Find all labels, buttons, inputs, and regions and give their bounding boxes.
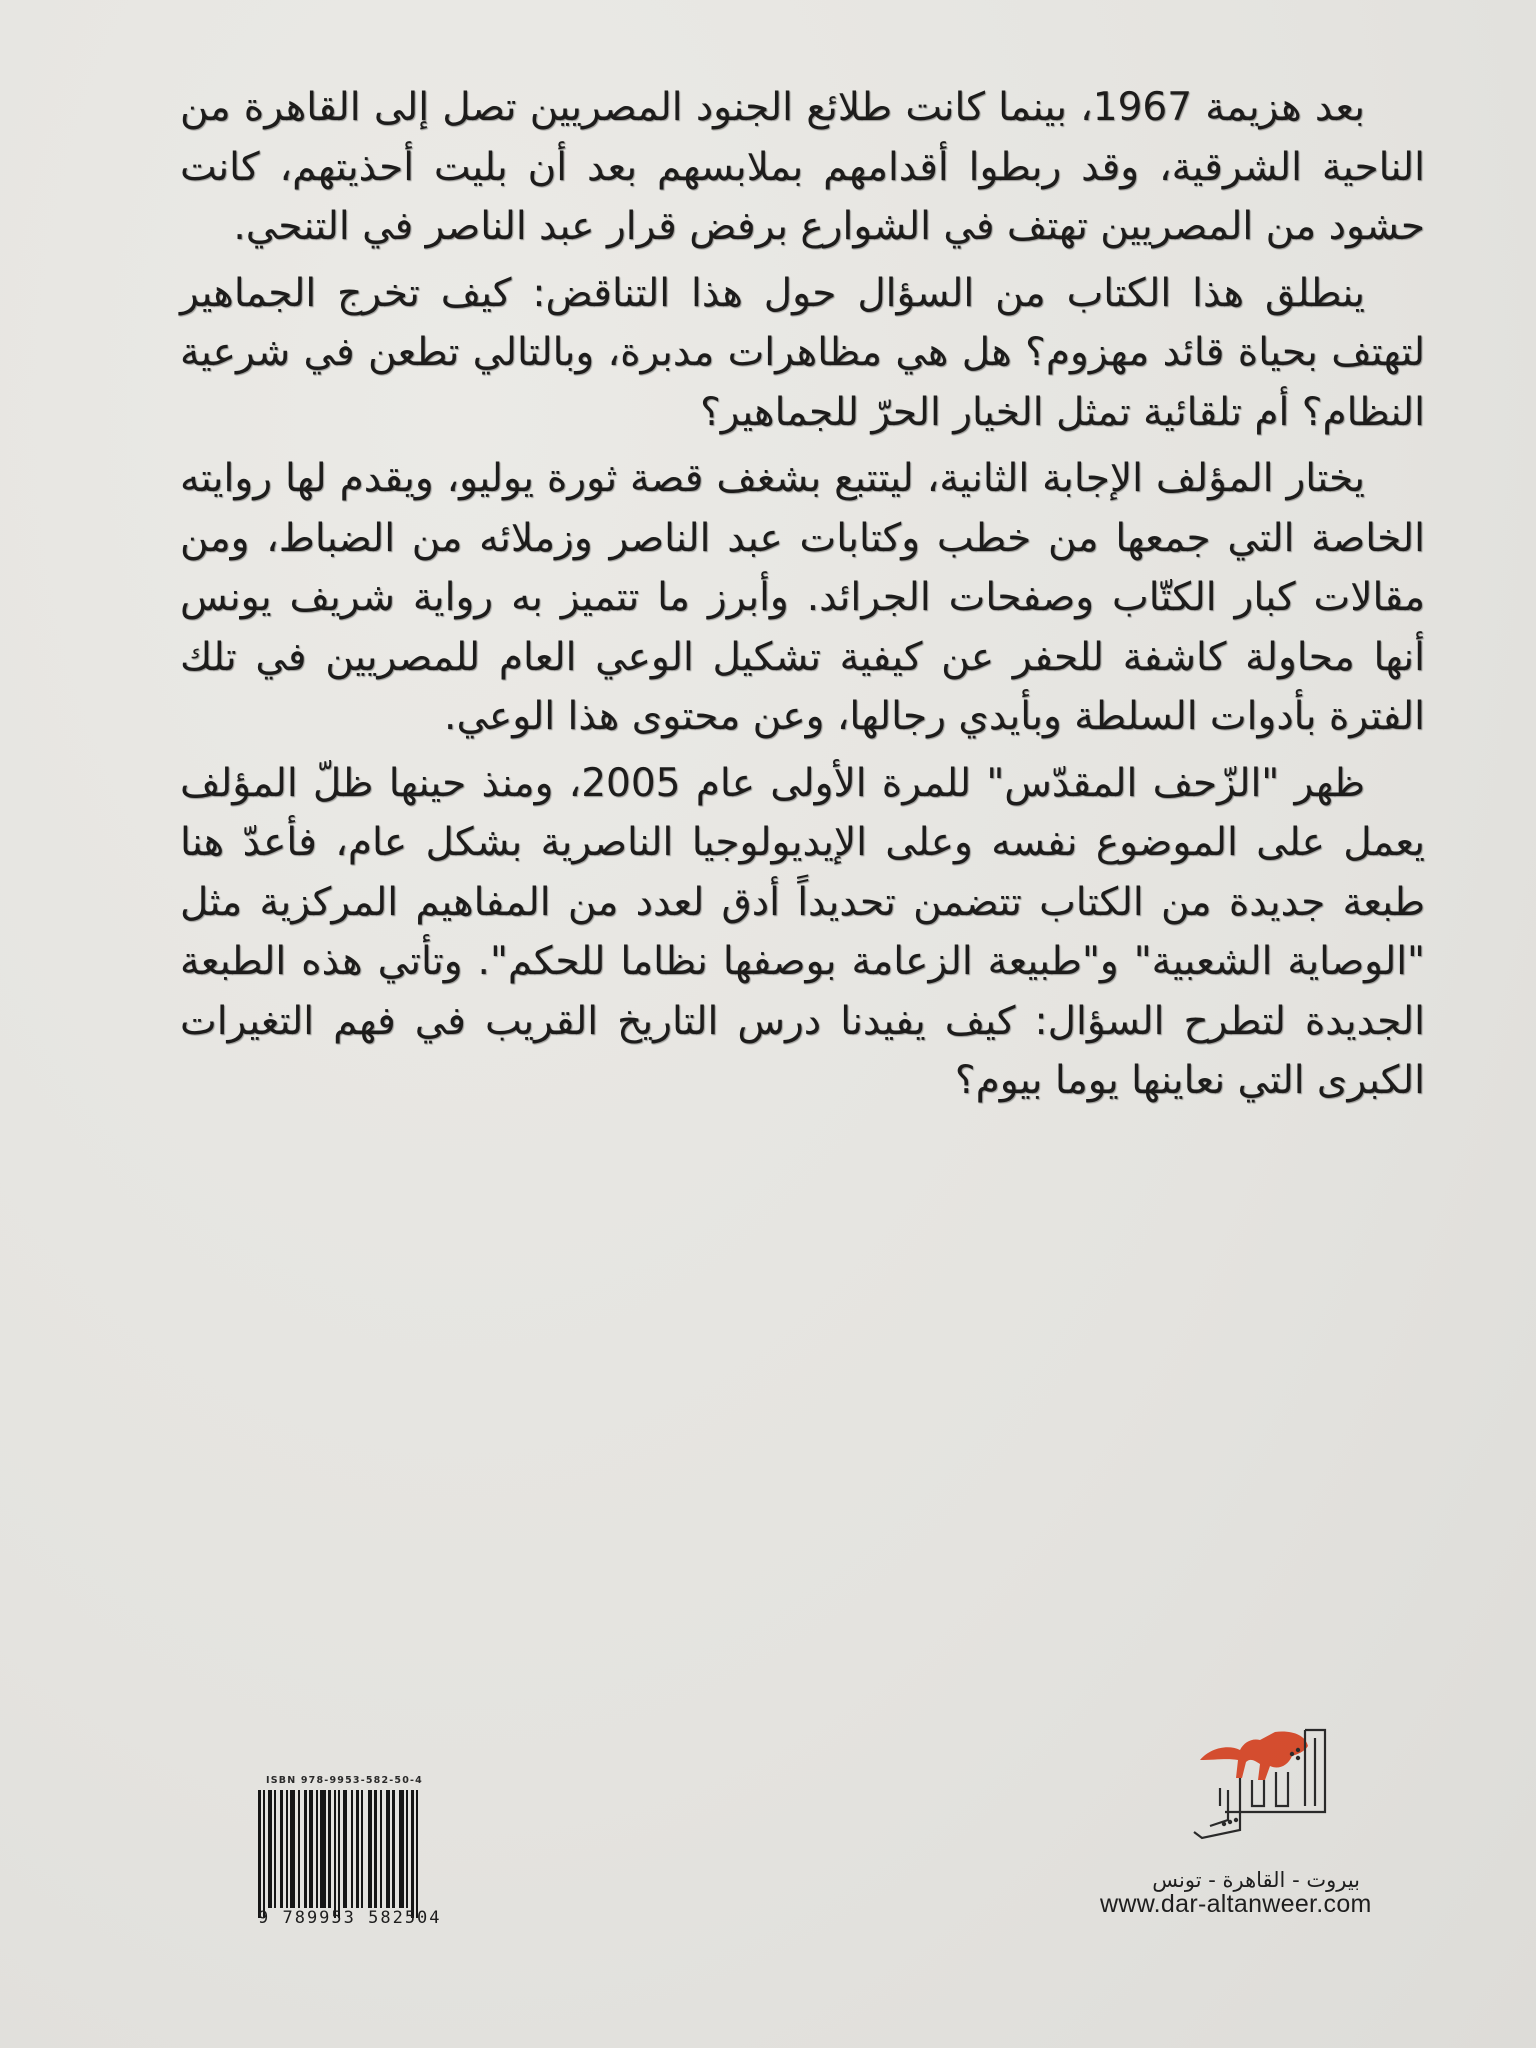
barcode-digits: 9 789953 582504 <box>258 1908 442 1928</box>
publisher-cities: بيروت - القاهرة - تونس <box>1152 1868 1360 1892</box>
publisher-website-link[interactable]: www.dar-altanweer.com <box>1100 1890 1372 1918</box>
dar-altanweer-logo-icon <box>1180 1720 1330 1850</box>
isbn-barcode <box>258 1775 464 1928</box>
blurb-paragraph-2: ينطلق هذا الكتاب من السؤال حول هذا التناقض: كيف تخرج الجماهير لتهتف بحياة قائد مهزوم؟ هل هي مظاهرات مدبرة، وبالتالي تطعن في شرعية النظام؟ أم تلقائية تمثل الخيار الحرّ للجماهير؟ <box>180 270 1425 435</box>
blurb-paragraph-3: يختار المؤلف الإجابة الثانية، ليتتبع بشغف قصة ثورة يوليو، ويقدم لها روايته الخاصة التي جمعها من خطب وكتابات عبد الناصر وزملائه من الضباط، ومن مقالات كبار الكتّاب وصفحات الجرائد. وأبرز ما تتميز به رواية شريف يونس أنها محاولة كاشفة للحفر عن كيفية تشكيل الوعي العام للمصريين في تلك الفترة بأدوات السلطة وبأيدي رجالها، وعن محتوى هذا الوعي. <box>180 456 1425 739</box>
blurb-text <box>180 78 1425 1118</box>
blurb-paragraph-1: بعد هزيمة 1967، بينما كانت طلائع الجنود المصريين تصل إلى القاهرة من الناحية الشرقية، وقد ربطوا أقدامهم بملابسهم بعد أن بليت أحذيتهم، كانت حشود من المصريين تهتف في الشوارع برفض قرار عبد الناصر في التنحي. <box>180 85 1425 249</box>
barcode-bars-icon <box>258 1790 464 1912</box>
blurb-paragraph-4: ظهر "الزّحف المقدّس" للمرة الأولى عام 2005، ومنذ حينها ظلّ المؤلف يعمل على الموضوع نفسه وعلى الإيديولوجيا الناصرية بشكل عام، فأعدّ هنا طبعة جديدة من الكتاب تتضمن تحديداً أدق لعدد من المفاهيم المركزية مثل "الوصاية الشعبية" و"طبيعة الزعامة بوصفها نظاما للحكم". وتأتي هذه الطبعة الجديدة لتطرح السؤال: كيف يفيدنا درس التاريخ القريب في فهم التغيرات الكبرى التي نعاينها يوما بيوم؟ <box>180 760 1425 1103</box>
publisher-block <box>1090 1720 1420 1919</box>
isbn-label: ISBN 978-9953-582-50-4 <box>266 1775 423 1786</box>
